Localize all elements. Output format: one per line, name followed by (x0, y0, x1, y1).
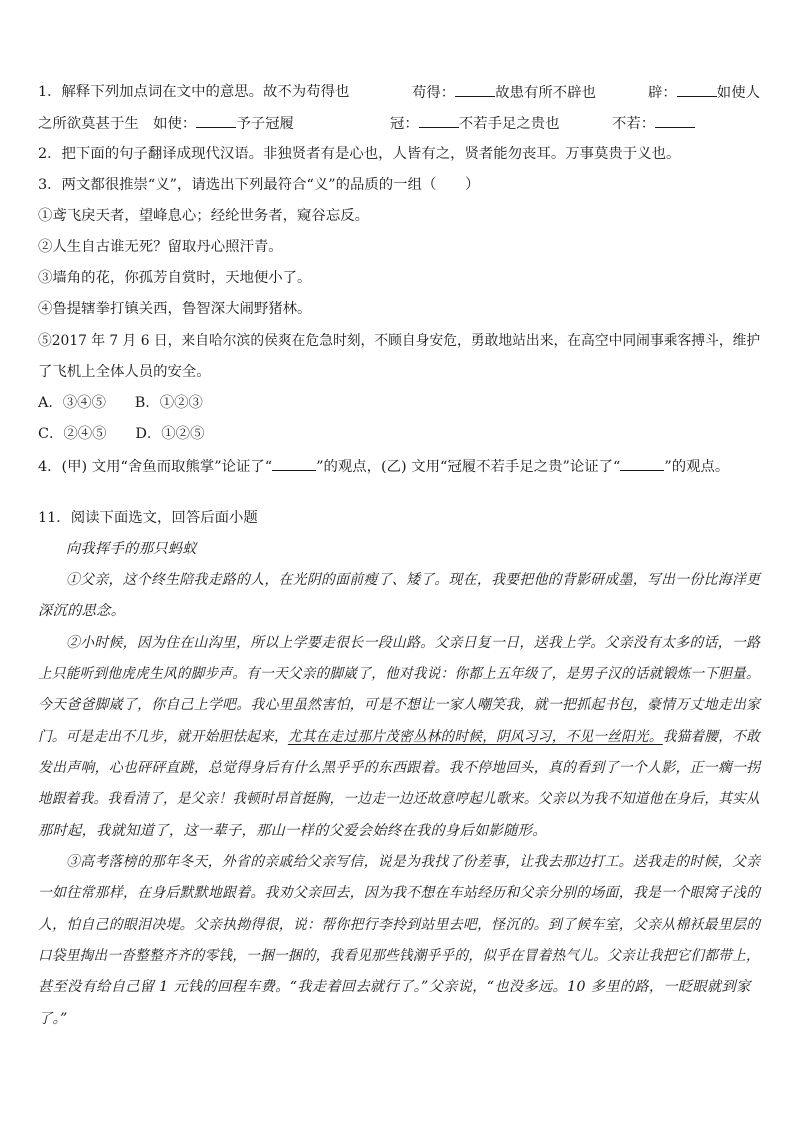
paragraph-2-line-1: ②小时候，因为住在山沟里，所以上学要走很长一段山路。父亲日复一日，送我上学。父亲没有太多的话，一路 (66, 635, 761, 651)
paragraph-3-line-3: 人，怕自己的眼泪决堤。父亲执拗得很，说：帮你把行李拎到站里去吧，怪沉的。到了候车室，父亲从棉袄最里层的 (38, 917, 761, 933)
option-3: ③墙角的花，你孤芳自赏时，天地便小了。 (38, 270, 312, 286)
question-11-stem: 11．阅读下面选文，回答后面小题 (38, 510, 258, 526)
option-1: ①鸢飞戾天者，望峰息心；经纶世务者，窥谷忘反。 (38, 208, 369, 224)
q1-text-h: 冠： 不若手足之贵也 (390, 113, 560, 134)
question-2: 2．把下面的句子翻译成现代汉语。非独贤者有是心也，人皆有之，贤者能勿丧耳。万事莫贵于义也。 (38, 146, 681, 162)
question-1-line-1 (38, 82, 760, 102)
paragraph-2-line-4: 门。可是走出不几步，就开始胆怯起来，尤其在走过那片茂密丛林的时候，阴风习习，不见一丝阳光。我猫着腰，不敢 (38, 729, 760, 745)
paragraph-1-line-1: ①父亲，这个终生陪我走路的人，在光阴的面前瘦了、矮了。现在，我要把他的背影研成墨，写出一份比海洋更 (66, 572, 761, 588)
paragraph-2-line-6: 地跟着我。我看清了，是父亲！我顿时昂首挺胸，一边走一边还故意哼起儿歌来。父亲以为我不知道他在身后，其实从 (38, 791, 760, 807)
question-1-line-2 (38, 113, 656, 134)
paragraph-2-line-7: 那时起，我就知道了，这一辈子，那山一样的父爱会始终在我的身后如影随形。 (38, 823, 547, 839)
paragraph-3-line-6: 了。” (38, 1011, 68, 1027)
paragraph-1-line-2: 深沉的思念。 (38, 603, 126, 619)
option-4: ④鲁提辖拳打镇关西，鲁智深大闹野猪林。 (38, 301, 312, 317)
q1-text-f: 之所欲莫甚于生 如使： 予子冠履 (38, 113, 294, 134)
answer-blank[interactable] (455, 82, 495, 97)
answer-blank[interactable] (419, 113, 459, 128)
answer-blank[interactable] (272, 456, 316, 471)
q1-text-d: 辟： 如使人 (648, 82, 760, 103)
underlined-sentence: 尤其在走过那片茂密丛林的时候，阴风习习，不见一丝阳光。 (287, 729, 663, 745)
choices-a-b[interactable]: A．③④⑤ B．①②③ (38, 395, 203, 411)
paragraph-2-line-5: 发出声响，心也砰砰直跳，总觉得身后有什么黑乎乎的东西跟着。我不停地回头，真的看到了一个人影，正一瘸一拐 (38, 760, 761, 776)
option-5-line-2: 了飞机上全体人员的安全。 (38, 364, 211, 380)
paragraph-2-line-2: 上只能听到他虎虎生风的脚步声。有一天父亲的脚崴了，他对我说：你都上五年级了，是男子汉的话就锻炼一下胆量。 (38, 666, 760, 682)
answer-blank[interactable] (677, 82, 717, 97)
q1-text-a: 1．解释下列加点词在文中的意思。故不为苟得也 (38, 84, 350, 100)
option-2: ②人生自古谁无死？留取丹心照汗青。 (38, 239, 283, 255)
answer-blank[interactable] (655, 113, 695, 128)
q1-text-b: 苟得： 故患有所不辟也 (412, 82, 596, 103)
option-5-line-1: ⑤2017 年 7 月 6 日，来自哈尔滨的侯爽在危急时刻，不顾自身安危，勇敢地站出来，在高空中同闹事乘客搏斗，维护 (38, 333, 761, 349)
paragraph-2-line-3: 今天爸爸脚崴了，你自己上学吧。我心里虽然害怕，可是不想让一家人嘲笑我，就一把抓起书包，豪情万丈地走出家 (38, 697, 761, 713)
answer-blank[interactable] (620, 456, 664, 471)
q1-text-j: 不若： (612, 113, 695, 134)
paragraph-3-line-5: 甚至没有给自己留 1 元钱的回程车费。“我走着回去就行了。”父亲说，“也没多远。10 多里的路，一眨眼就到家 (38, 979, 751, 995)
answer-blank[interactable] (196, 113, 236, 128)
paragraph-3-line-1: ③高考落榜的那年冬天，外省的亲戚给父亲写信，说是为我找了份差事，让我去那边打工。送我走的时候，父亲 (66, 854, 761, 870)
paragraph-3-line-4: 口袋里掏出一沓整整齐齐的零钱，一捆一捆的，我看见那些钱潮乎乎的，似乎在冒着热气儿。父亲让我把它们都带上， (38, 948, 760, 964)
paragraph-3-line-2: 一如往常那样，在身后默默地跟着。我劝父亲回去，因为我不想在车站经历和父亲分别的场面，我是一个眼窝子浅的 (38, 885, 761, 901)
choices-c-d[interactable]: C．②④⑤ D．①②⑤ (38, 426, 205, 442)
article-title: 向我挥手的那只蚂蚁 (66, 541, 197, 557)
question-4: 4．(甲) 文用“舍鱼而取熊掌”论证了“ ”的观点，(乙) 文用“冠履不若手足之贵”论证了“ ”的观点。 (38, 456, 729, 477)
question-3-stem: 3．两文都很推崇“义”，请选出下列最符合“义”的品质的一组（ ） (38, 177, 480, 193)
